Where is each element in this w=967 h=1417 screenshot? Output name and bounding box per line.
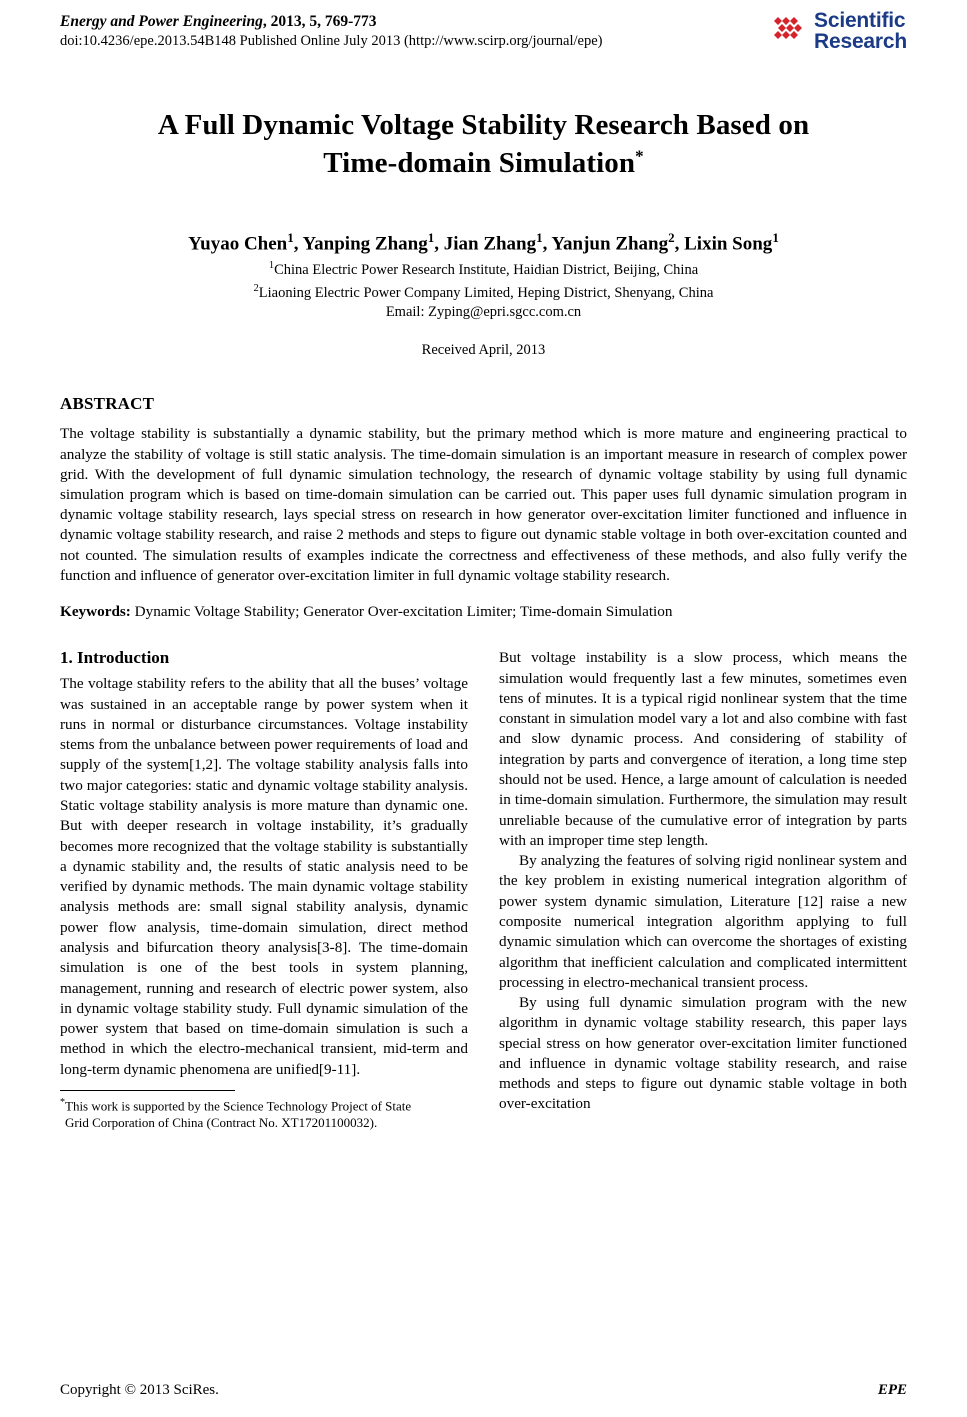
- footnote-marker: *: [60, 1096, 65, 1108]
- affiliation-1-text: China Electric Power Research Institute, Haidian District, Beijing, China: [274, 261, 699, 278]
- author-list: Yuyao Chen$^1$, Yanping Zhang$^1$, Jian Zhang$^1$, Yanjun Zhang$^2$, Lixin Song$^1$: [188, 229, 779, 254]
- received-date: Received April, 2013: [421, 342, 546, 359]
- title-footnote-marker: *: [635, 146, 644, 166]
- scientific-research-logo-icon: [771, 13, 807, 49]
- doi-line: doi:10.4236/epe.2013.54B148 Published Online July 2013 (http://www.scirp.org/journal/epe): [60, 33, 603, 50]
- journal-title-line: [60, 12, 760, 31]
- abstract-heading: ABSTRACT: [60, 394, 155, 414]
- page-header: [60, 10, 907, 58]
- affiliation-1-marker: 1: [268, 259, 275, 271]
- publisher-name-line1: Scientific: [814, 9, 906, 32]
- copyright-notice: Copyright © 2013 SciRes.: [60, 1382, 219, 1398]
- footnote-line-2: Grid Corporation of China (Contract No. XT17201100032).: [65, 1115, 378, 1131]
- publisher-name: [814, 10, 907, 52]
- contact-email: Email: Zyping@epri.sgcc.com.cn: [385, 304, 582, 321]
- journal-abbreviation: EPE: [877, 1382, 907, 1398]
- page-title: [60, 106, 907, 183]
- title-line-1: A Full Dynamic Voltage Stability Research Based on: [157, 109, 810, 141]
- footnote: [60, 1096, 468, 1132]
- keywords-text: Dynamic Voltage Stability; Generator Over-excitation Limiter; Time-domain Simulation: [130, 603, 673, 621]
- journal-info: [60, 12, 760, 51]
- journal-title: Energy and Power Engineering: [60, 13, 263, 30]
- footnote-line-1: This work is supported by the Science Technology Project of State: [65, 1098, 412, 1114]
- page-footer: [60, 1382, 907, 1399]
- publisher-logo: [771, 10, 907, 52]
- column-2-paragraph-2: By analyzing the features of solving rigid nonlinear system and the key problem in existing numerical integration algorithm of power system dynamic simulation, Literature [12] raise a new composite numerical integration algorithm applying to full dynamic simulation which can overcome the shortages of existing algorithm that inefficient calculation and complicated intermittent processing in electro-mechanical transient process.: [499, 852, 907, 991]
- title-line-2: Time-domain Simulation: [323, 147, 636, 180]
- abstract-body: The voltage stability is substantially a dynamic stability, but the primary method which is more mature and engineering practical to analyze the stability of voltage is still static analysis. The time-domain simulation is an important measure in research of complex power grid. With the development of full dynamic simulation technology, the research of dynamic voltage stability by using full dynamic simulation program which is based on time-domain simulation can be carried out. This paper uses full dynamic simulation program in dynamic voltage stability research, lays special stress on research in how generator over-excitation limiter functioned and influence in dynamic voltage stability research, and raise 2 methods and steps to figure out dynamic stable voltage in both over-excitation counted and not counted. The simulation results of examples indicate the correctness and effectiveness of these methods, and also fully verify the function and influence of generator over-excitation limiter in full dynamic voltage stability research.: [60, 425, 907, 584]
- body-columns: [60, 648, 907, 1132]
- section-1-heading: 1. Introduction: [60, 648, 170, 668]
- journal-issue: , 2013, 5, 769-773: [262, 13, 377, 30]
- column-right: [499, 648, 907, 1132]
- affiliation-1: [60, 259, 907, 280]
- publisher-name-line2: Research: [814, 30, 907, 53]
- keywords-line: [60, 602, 907, 622]
- footnote-divider: [60, 1090, 235, 1091]
- column-2-paragraph-1: But voltage instability is a slow process, which means the simulation would frequently last a few minutes, sometimes even tens of minutes. It is a typical rigid nonlinear system that the time constant in simulation model vary a lot and also combine with fast and slow dynamic process. And considering of stability of integration by parts and convergence of iteration, a long time step should not be used. Hence, a large amount of calculation is needed in time-domain simulation. Furthermore, the simulation may result unreliable because of the cumulative error of integration by parts with an improper time step length.: [499, 649, 907, 849]
- column-left: [60, 648, 468, 1132]
- affiliation-2: [60, 282, 907, 303]
- keywords-label: Keywords:: [60, 603, 131, 621]
- affiliation-2-marker: 2: [253, 282, 259, 294]
- column-2-paragraph-3: By using full dynamic simulation program with the new algorithm in dynamic voltage stability research, this paper lays special stress on how generator over-excitation limiter functioned and influence in dynamic voltage stability research, and raise methods and steps to figure out dynamic stable voltage in both over-excitation: [499, 994, 907, 1113]
- section-1-paragraph-1: The voltage stability refers to the ability that all the buses’ voltage was sustained in an acceptable range by power system when it runs in normal or disturbance circumstances. Voltage instability stems from the unbalance between power requirements of load and supply of the system[1,2]. The voltage stability analysis falls into two major categories: static and dynamic voltage stability analysis. Static voltage stability analysis is more mature than dynamic one. But with deeper research in voltage instability, it’s gradually becomes more recognized that the voltage stability is substantially a dynamic stability and, the results of static analysis need to be verified by dynamic methods. The main dynamic voltage stability analysis methods are: small signal stability analysis, dynamic power flow analysis, time-domain simulation, direct method analysis and bifurcation theory analysis[3-8]. The time-domain simulation is one of the best tools in system planning, management, running and research of electric power system, also in dynamic voltage stability study. Full dynamic simulation of the power system that based on time-domain simulation is such a method in which the electro-mechanical transient, mid-term and long-term dynamic phenomena are unified[9-11].: [60, 675, 468, 1078]
- affiliation-2-text: Liaoning Electric Power Company Limited, Heping District, Shenyang, China: [258, 284, 714, 301]
